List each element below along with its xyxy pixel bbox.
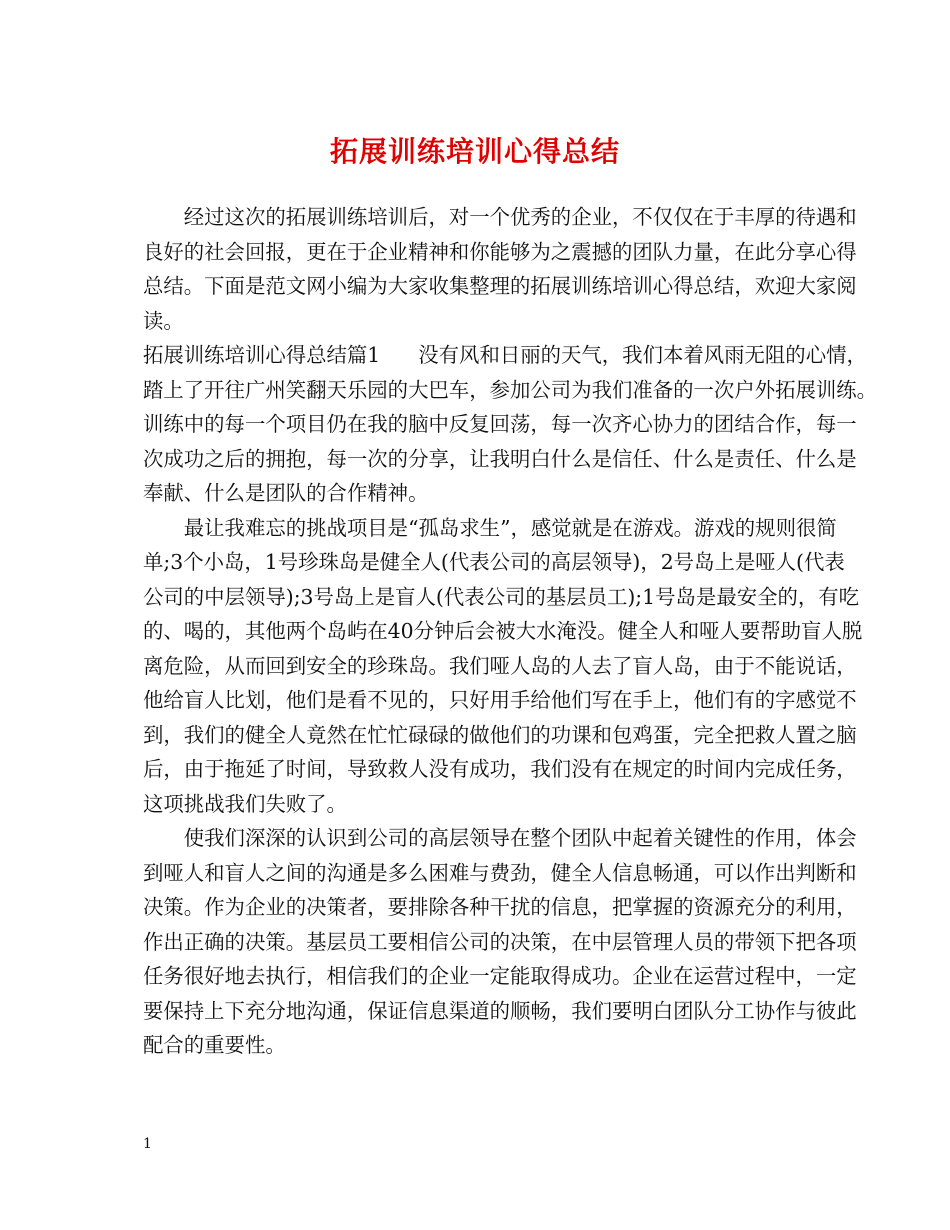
text-line: 次成功之后的拥抱，每一次的分享，让我明白什么是信任、什么是责任、什么是	[143, 446, 857, 471]
section-heading-line	[143, 338, 867, 373]
text-line: 作出正确的决策。基层员工要相信公司的决策，在中层管理人员的带领下把各项	[143, 929, 857, 954]
text-line: 踏上了开往广州笑翻天乐园的大巴车，参加公司为我们准备的一次户外拓展训练。	[143, 377, 878, 402]
document-title: 拓展训练培训心得总结	[329, 135, 620, 168]
text-line: 使我们深深的认识到公司的高层领导在整个团队中起着关键性的作用，体会	[143, 826, 857, 850]
text-line: 训练中的每一个项目仍在我的脑中反复回荡，每一次齐心协力的团结合作，每一	[143, 412, 857, 436]
text-line: 经过这次的拓展训练培训后，对一个优秀的企业，不仅仅在于丰厚的待遇和	[143, 205, 857, 229]
section-body	[143, 373, 878, 1063]
text-line: 奉献、什么是团队的合作精神。	[143, 481, 429, 505]
text-line: 读。	[143, 308, 184, 333]
text-line: 单;3个小岛，1号珍珠岛是健全人(代表公司的高层领导)，2号岛上是哑人(代表	[143, 550, 845, 574]
page-number: 1	[143, 1136, 152, 1152]
text-line: 离危险，从而回到安全的珍珠岛。我们哑人岛的人去了盲人岛，由于不能说话，	[143, 653, 857, 678]
text-line: 最让我难忘的挑战项目是“孤岛求生”，感觉就是在游戏。游戏的规则很简	[143, 515, 837, 540]
text-line: 良好的社会回报，更在于企业精神和你能够为之震撼的团队力量，在此分享心得	[143, 239, 857, 264]
text-line: 要保持上下充分地沟通，保证信息渠道的顺畅，我们要明白团队分工协作与彼此	[143, 998, 857, 1023]
section-first-line-text: 没有风和日丽的天气，我们本着风雨无阻的心情，	[418, 343, 867, 367]
text-line: 到哑人和盲人之间的沟通是多么困难与费劲，健全人信息畅通，可以作出判断和	[143, 860, 857, 885]
text-line: 这项挑战我们失败了。	[143, 791, 347, 816]
text-line: 总结。下面是范文网小编为大家收集整理的拓展训练培训心得总结，欢迎大家阅	[143, 274, 857, 298]
text-line: 配合的重要性。	[143, 1033, 286, 1057]
text-line: 后，由于拖延了时间，导致救人没有成功，我们没有在规定的时间内完成任务，	[143, 757, 857, 781]
section-heading: 拓展训练培训心得总结篇1	[143, 343, 381, 367]
text-line: 公司的中层领导);3号岛上是盲人(代表公司的基层员工);1号岛是最安全的，有吃	[143, 584, 860, 609]
text-line: 他给盲人比划，他们是看不见的，只好用手给他们写在手上，他们有的字感觉不	[143, 688, 857, 712]
text-line: 决策。作为企业的决策者，要排除各种干扰的信息，把掌握的资源充分的利用，	[143, 895, 857, 919]
text-line: 到，我们的健全人竟然在忙忙碌碌的做他们的功课和包鸡蛋，完全把救人置之脑	[143, 722, 857, 747]
text-line: 的、喝的，其他两个岛屿在40分钟后会被大水淹没。健全人和哑人要帮助盲人脱	[143, 619, 863, 643]
text-line: 任务很好地去执行，相信我们的企业一定能取得成功。企业在运营过程中，一定	[143, 964, 857, 988]
document-body	[143, 200, 878, 1063]
